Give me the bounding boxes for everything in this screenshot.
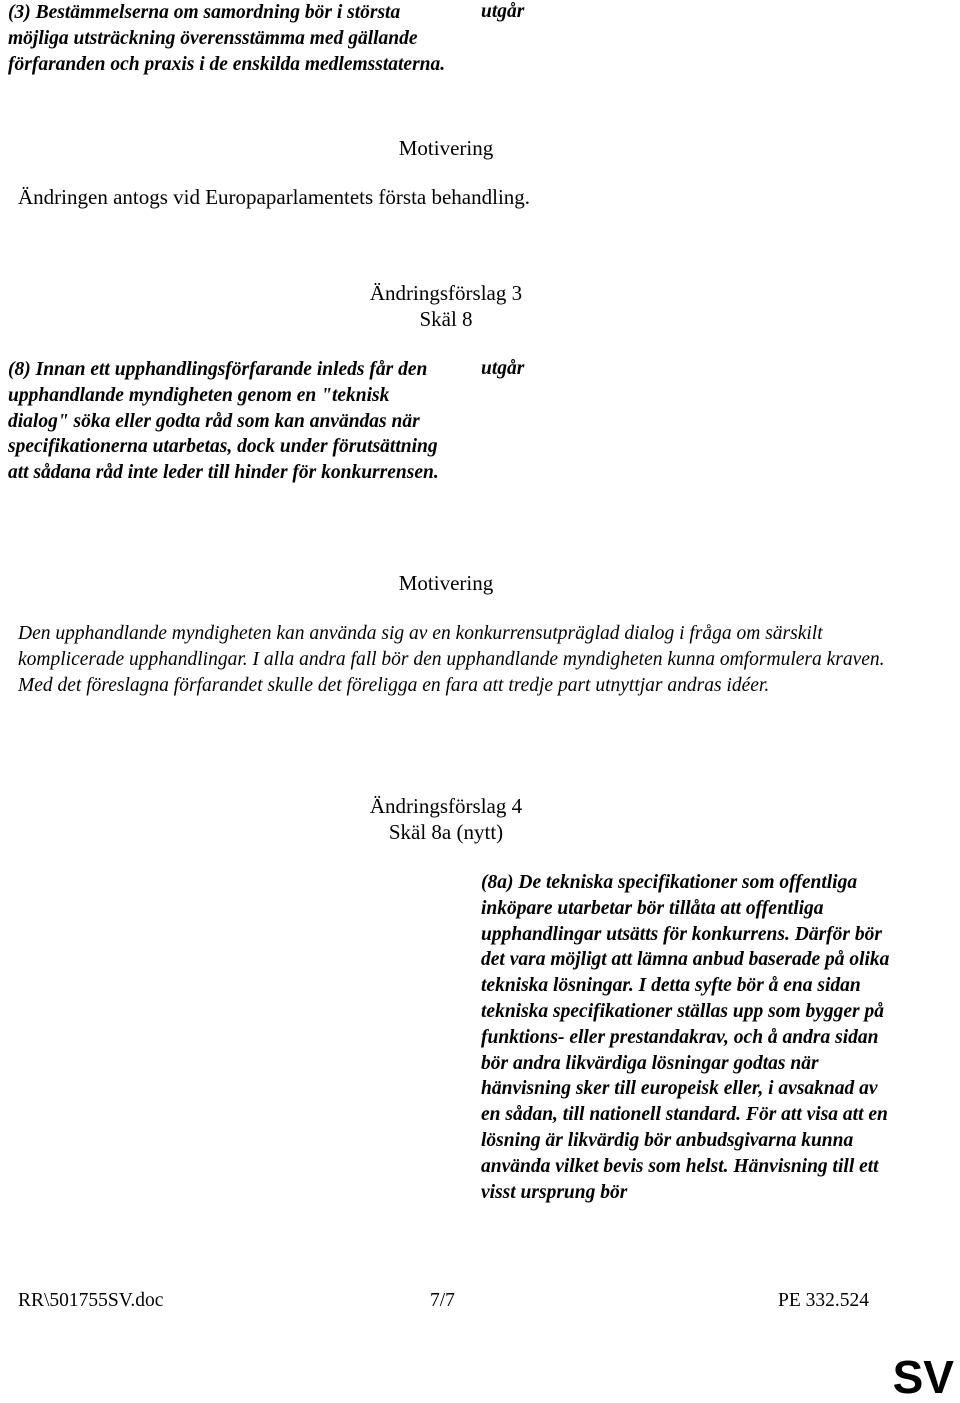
amendment-4-title: Ändringsförslag 4 [369,794,523,818]
amendment-3-justification-heading: Motivering [398,571,494,595]
amendment-3-subtitle: Skäl 8 [419,307,473,331]
previous-amendment-deleted-marker: utgår [481,1,525,22]
amendment-3-title: Ändringsförslag 3 [369,281,523,305]
language-mark: SV [892,1351,954,1403]
previous-amendment-justification-heading: Motivering [398,136,494,160]
amendment-4-subtitle: Skäl 8a (nytt) [388,820,504,844]
footer-pe-reference: PE 332.524 [778,1290,870,1311]
footer-page-number: 7/7 [430,1290,455,1311]
amendment-3-deleted-marker: utgår [481,358,525,379]
amendment-4-proposed-text: (8a) De tekniska specifikationer som offentliga inköpare utarbetar bör tillåta att offentliga upphandlingar utsätts för konkurrens. Därför bör det vara möjligt att lämna anbud baserade på olika tekniska lösningar. I detta syfte bör å ena sidan tekniska specifikationer ställas upp som bygger på funktions- eller prestandakrav, och å andra sidan bör andra likvärdiga lösningar godtas när hänvisning sker till europeisk eller, i avsaknad av en sådan, till nationell standard. För att visa att en lösning är likvärdig bör anbudsgivarna kunna använda vilket bevis som helst. Hänvisning till ett visst ursprung bör [481,872,890,1203]
footer-document-reference: RR\501755SV.doc [18,1290,164,1311]
amendment-3-justification-text: Den upphandlande myndigheten kan använda sig av en konkurrensutpräglad dialog i fråga om särskilt komplicerade upphandlingar. I alla andra fall bör den upphandlande myndigheten kunna omformulera kraven. Med det föreslagna förfarandet skulle det föreligga en fara att tredje part utnyttjar andras idéer. [18,623,885,696]
amendment-3-original-text: (8) Innan ett upphandlingsförfarande inleds får den upphandlande myndigheten genom en "teknisk dialog" söka eller godta råd som kan användas när specifikationerna utarbetas, dock under förutsättning att sådana råd inte leder till hinder för konkurrensen. [8,359,439,484]
previous-amendment-justification-text: Ändringen antogs vid Europaparlamentets första behandling. [18,185,531,209]
previous-amendment-original-text: (3) Bestämmelserna om samordning bör i största möjliga utsträckning överensstämma med gällande förfaranden och praxis i de enskilda medlemsstaterna. [8,2,446,75]
